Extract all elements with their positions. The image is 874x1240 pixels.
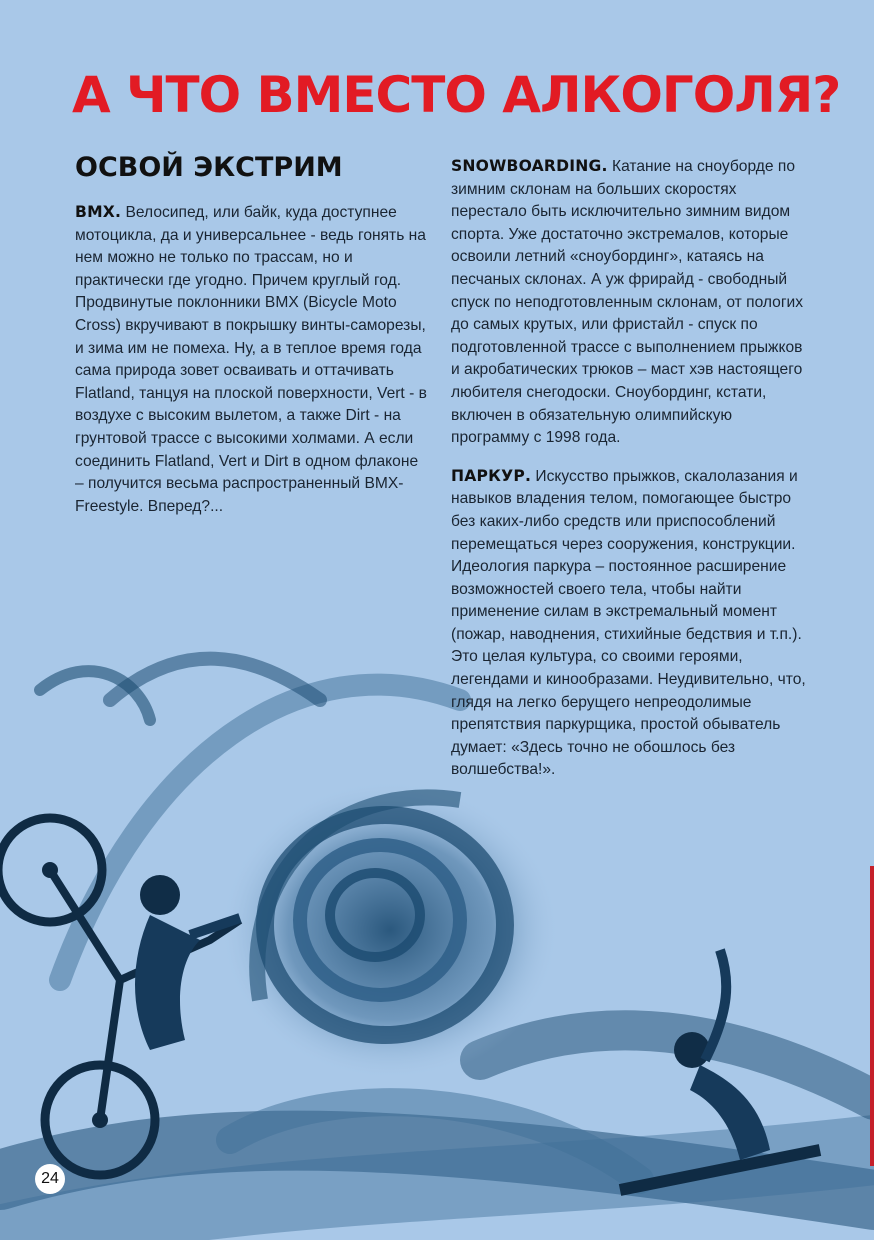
- vortex-spiral: [220, 780, 560, 1080]
- bmx-lead: BMX.: [75, 203, 122, 221]
- snowboarding-paragraph: [451, 155, 811, 450]
- snowboarding-text: Катание на сноуборде по зимним склонам на больших скоростях перестало быть исключительно зимним видом спорта. Уже достаточно экстремалов, которые освоили летний «сноубординг», катаясь на песчаных склонах. А уж фрирайд - свободный спуск по неподготовленным склонам, от пологих до самых крутых, или фристайл - спуск по подготовленной трассе с выполнением прыжков и акробатических трюков – маст хэв настоящего любителя снегодоски. Сноубординг, кстати, включен в обязательную олимпийскую программу с 1998 года.: [451, 158, 804, 447]
- parkour-lead: ПАРКУР.: [451, 466, 532, 485]
- parkour-text: Искусство прыжков, скалолазания и навыков владения телом, помогающее быстро без каких-либо средств или приспособлений перемещаться через сооружения, конструкции. Идеология паркура – постоянное расширение возможностей своего тела, чтобы найти применение силам в экстремальный момент (пожар, наводнения, стихийные бедствия и т.п.). Это целая культура, со своими героями, легендами и кинообразами. Неудивительно, что, глядя на легко берущего непреодолимые препятствия паркурщика, простой обыватель думает: «Здесь точно не обошлось без волшебства!».: [451, 467, 806, 779]
- section-subtitle: ОСВОЙ ЭКСТРИМ: [75, 152, 343, 183]
- parkour-paragraph: [451, 465, 811, 782]
- page-title: А ЧТО ВМЕСТО АЛКОГОЛЯ?: [72, 66, 841, 124]
- edge-accent-bar: [870, 866, 874, 1166]
- page-number: 24: [35, 1164, 65, 1194]
- bmx-text: Велосипед, или байк, куда доступнее мотоцикла, да и универсальнее - ведь гонять на нем можно не только по трассам, но и практически где угодно. Причем круглый год. Продвинутые поклонники BMX (Bicycle Moto Cross) вкручивают в покрышку винты-саморезы, и зима им не помеха. Ну, а в теплое время года сама природа зовет осваивать и оттачивать Flatland, танцуя на плоской поверхности, Vert - в воздухе с высоким вылетом, а также Dirt - на грунтовой трассе с высокими холмами. А если соединить Flatland, Vert и Dirt в одном флаконе – получится весьма распространенный BMX-Freestyle. Вперед?...: [75, 204, 427, 515]
- bmx-paragraph: [75, 201, 430, 518]
- snowboarding-lead: SNOWBOARDING.: [451, 157, 608, 175]
- right-column: [451, 155, 811, 797]
- left-column: [75, 201, 430, 533]
